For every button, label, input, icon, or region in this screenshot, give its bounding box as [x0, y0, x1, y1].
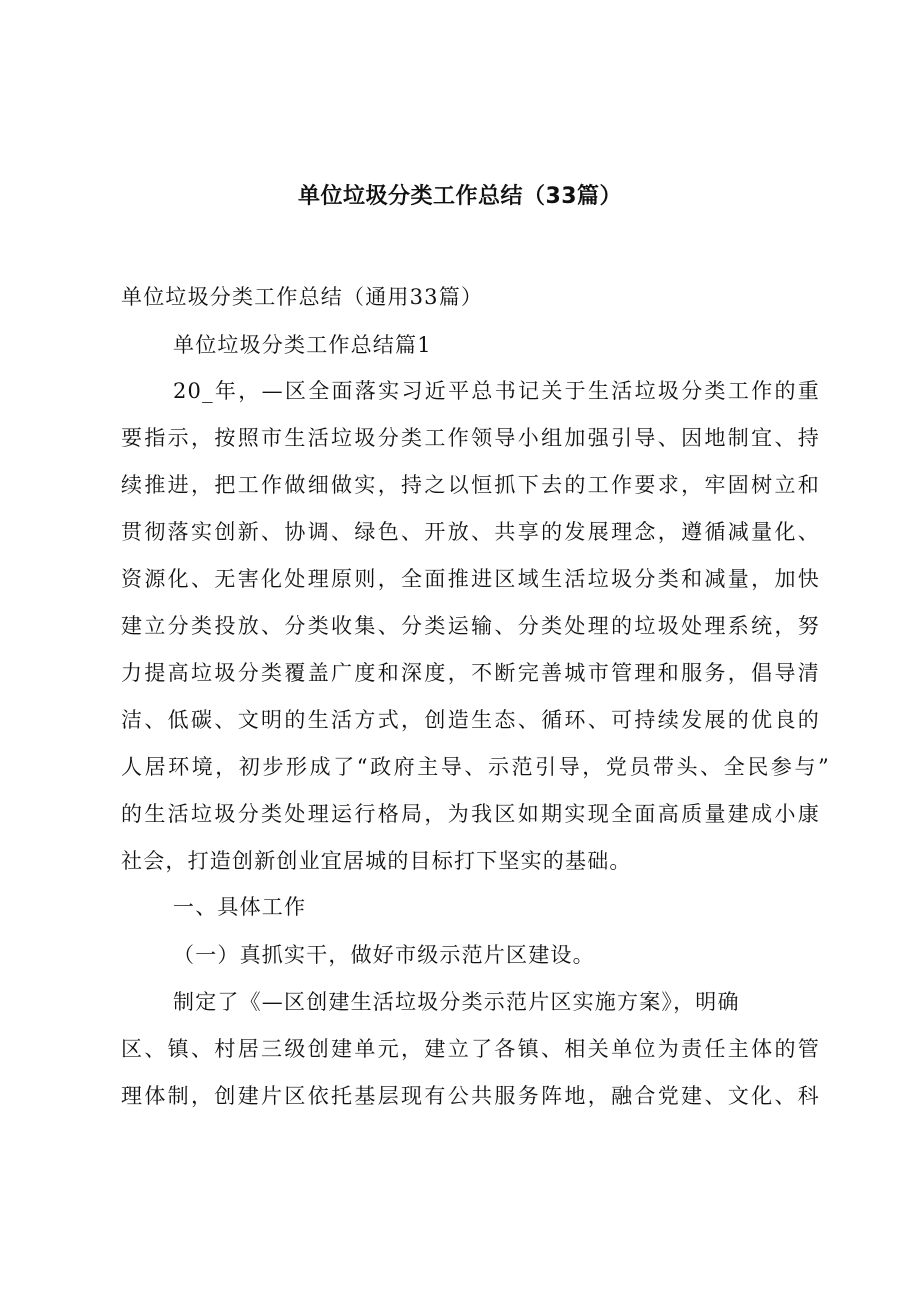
paragraph-1-line: 资源化、无害化处理原则，全面推进区域生活垃圾分类和减量，加快	[121, 567, 820, 591]
paragraph-1-line: 要指示，按照市生活垃圾分类工作领导小组加强引导、因地制宜、持	[121, 426, 820, 450]
paragraph-1-line: 的生活垃圾分类处理运行格局，为我区如期实现全面高质量建成小康	[121, 802, 820, 826]
paragraph-2-line: 区、镇、村居三级创建单元，建立了各镇、相关单位为责任主体的管	[121, 1037, 820, 1061]
document-subtitle: 单位垃圾分类工作总结（通用33篇）	[121, 285, 484, 309]
subheading-1: （一）真抓实干，做好市级示范片区建设。	[173, 943, 595, 967]
paragraph-2-line: 理体制，创建片区依托基层现有公共服务阵地，融合党建、文化、科	[121, 1084, 820, 1108]
paragraph-1-line: 续推进，把工作做细做实，持之以恒抓下去的工作要求，牢固树立和	[121, 473, 820, 497]
document-title: 单位垃圾分类工作总结（33篇）	[297, 184, 623, 209]
paragraph-1-line: 20_年，—区全面落实习近平总书记关于生活垃圾分类工作的重	[173, 379, 820, 403]
paragraph-1-line: 洁、低碳、文明的生活方式，创造生态、循环、可持续发展的优良的	[121, 708, 820, 732]
paragraph-1-line: 社会，打造创新创业宜居城的目标打下坚实的基础。	[121, 849, 632, 873]
paragraph-1-line: 人居环境，初步形成了“政府主导、示范引导，党员带头、全民参与”	[121, 755, 830, 779]
paragraph-2-line: 制定了《—区创建生活垃圾分类示范片区实施方案》，明确	[173, 990, 740, 1014]
section-heading: 单位垃圾分类工作总结篇1	[173, 333, 432, 357]
heading-1: 一、具体工作	[173, 895, 307, 919]
paragraph-1-line: 建立分类投放、分类收集、分类运输、分类处理的垃圾处理系统，努	[121, 614, 820, 638]
paragraph-1-line: 力提高垃圾分类覆盖广度和深度，不断完善城市管理和服务，倡导清	[121, 661, 820, 685]
paragraph-1-line: 贯彻落实创新、协调、绿色、开放、共享的发展理念，遵循减量化、	[121, 520, 820, 544]
